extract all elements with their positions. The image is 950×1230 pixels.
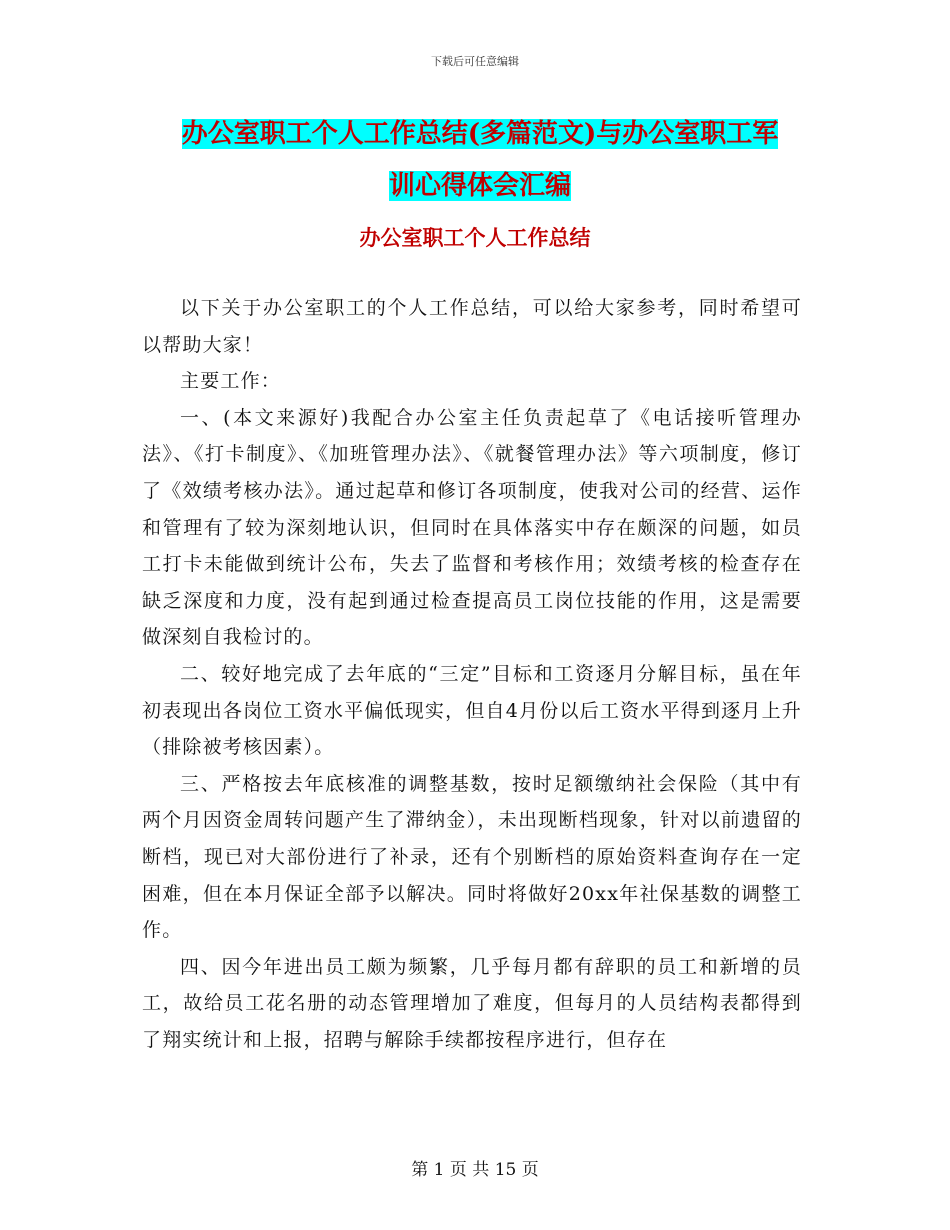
- document-title: [140, 108, 820, 212]
- page-number: 第 1 页 共 15 页: [411, 1160, 539, 1180]
- document-title-line-2: 训心得体会汇编: [388, 171, 571, 201]
- page-header-note: 下载后可任意编辑: [431, 55, 519, 68]
- document-body: [142, 290, 802, 1058]
- paragraph: 四、因今年进出员工颇为频繁，几乎每月都有辞职的员工和新增的员工，故给员工花名册的动态管理增加了难度，但每月的人员结构表都得到了翔实统计和上报，招聘与解除手续都按程序进行，但存在: [142, 955, 802, 1051]
- paragraph: 以下关于办公室职工的个人工作总结，可以给大家参考，同时希望可以帮助大家！: [142, 297, 802, 356]
- paragraph: 三、严格按去年底核准的调整基数，按时足额缴纳社会保险（其中有两个月因资金周转问题产生了滞纳金），未出现断档现象，针对以前遗留的断档，现已对大部份进行了补录，还有个别断档的原始资料查询存在一定困难，但在本月保证全部予以解决。同时将做好20xx年社保基数的调整工作。: [142, 772, 802, 942]
- paragraph: 二、较好地完成了去年底的“三定”目标和工资逐月分解目标，虽在年初表现出各岗位工资水平偏低现实，但自4月份以后工资水平得到逐月上升（排除被考核因素）。: [142, 662, 802, 759]
- paragraph: 一、(本文来源好)我配合办公室主任负责起草了《电话接听管理办法》、《打卡制度》、《加班管理办法》、《就餐管理办法》等六项制度，修订了《效绩考核办法》。通过起草和修订各项制度，使我对公司的经营、运作和管理有了较为深刻地认识，但同时在具体落实中存在颇深的问题，如员工打卡未能做到统计公布，失去了监督和考核作用；效绩考核的检查存在缺乏深度和力度，没有起到通过检查提高员工岗位技能的作用，这是需要做深刻自我检讨的。: [142, 406, 802, 649]
- paragraph: 主要工作：: [180, 370, 282, 393]
- document-title-line-1: 办公室职工个人工作总结(多篇范文)与办公室职工军: [181, 119, 779, 149]
- section-title: 办公室职工个人工作总结: [359, 225, 591, 250]
